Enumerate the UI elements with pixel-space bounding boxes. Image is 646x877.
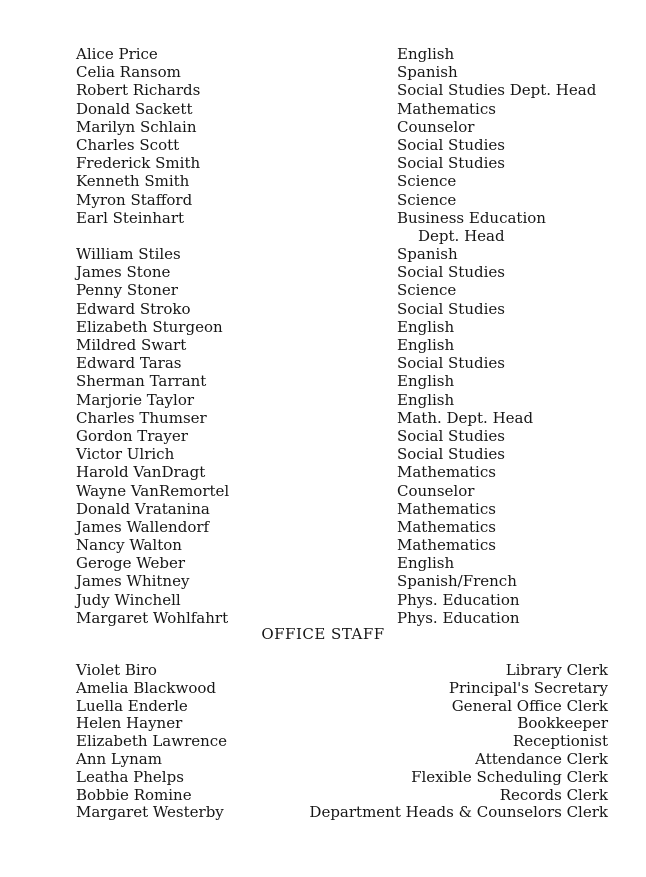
faculty-row bbox=[0, 482, 646, 500]
faculty-row bbox=[0, 463, 646, 481]
faculty-name: Charles Scott bbox=[76, 135, 180, 154]
office-staff-row bbox=[0, 787, 646, 805]
faculty-name: Celia Ransom bbox=[76, 63, 181, 82]
office-staff-row bbox=[0, 715, 646, 733]
faculty-name: Geroge Weber bbox=[76, 554, 186, 573]
faculty-subject: Social Studies Dept. Head bbox=[397, 81, 597, 100]
faculty-subject: Science bbox=[397, 172, 457, 191]
faculty-name: Sherman Tarrant bbox=[76, 372, 207, 391]
faculty-subject: Spanish/French bbox=[397, 572, 517, 591]
faculty-name: Donald Sackett bbox=[76, 99, 193, 118]
faculty-subject: English bbox=[397, 45, 455, 63]
office-staff-name: Amelia Blackwood bbox=[76, 678, 216, 697]
faculty-row bbox=[0, 445, 646, 463]
faculty-name: James Whitney bbox=[76, 572, 190, 591]
faculty-name: Marilyn Schlain bbox=[76, 117, 197, 136]
office-staff-row bbox=[0, 769, 646, 787]
faculty-subject: Phys. Education bbox=[397, 608, 520, 627]
faculty-subject: Social Studies bbox=[397, 426, 505, 445]
faculty-subject: Social Studies bbox=[397, 299, 505, 318]
faculty-subject: Counselor bbox=[397, 117, 475, 136]
office-staff-row bbox=[0, 804, 646, 822]
faculty-list bbox=[0, 45, 646, 627]
faculty-name: Gordon Trayer bbox=[76, 426, 188, 445]
office-staff-job: Bookkeeper bbox=[517, 714, 608, 733]
office-staff-name: Ann Lynam bbox=[76, 749, 162, 768]
office-staff-list bbox=[0, 662, 646, 822]
faculty-subject: English bbox=[397, 372, 455, 391]
office-staff-job: General Office Clerk bbox=[451, 696, 608, 715]
faculty-row bbox=[0, 300, 646, 318]
faculty-subject: English bbox=[397, 390, 455, 409]
faculty-row bbox=[0, 281, 646, 299]
office-staff-job: Principal's Secretary bbox=[448, 678, 608, 697]
faculty-name: Charles Thumser bbox=[76, 408, 207, 427]
faculty-row bbox=[0, 391, 646, 409]
faculty-row bbox=[0, 227, 646, 245]
faculty-name: Penny Stoner bbox=[76, 281, 178, 300]
faculty-subject: Social Studies bbox=[397, 354, 505, 373]
faculty-name: Nancy Walton bbox=[76, 536, 182, 555]
office-staff-heading: OFFICE STAFF bbox=[261, 625, 385, 643]
faculty-subject: Spanish bbox=[397, 245, 458, 264]
faculty-name: James Stone bbox=[76, 263, 171, 282]
office-staff-job: Receptionist bbox=[512, 732, 608, 751]
faculty-row bbox=[0, 136, 646, 154]
faculty-subject: Social Studies bbox=[397, 135, 505, 154]
faculty-subject: Social Studies bbox=[397, 263, 505, 282]
faculty-subject: Science bbox=[397, 281, 457, 300]
office-staff-name: Luella Enderle bbox=[76, 696, 188, 715]
faculty-name: Marjorie Taylor bbox=[76, 390, 195, 409]
faculty-name: William Stiles bbox=[76, 245, 181, 264]
faculty-name: Elizabeth Sturgeon bbox=[76, 317, 223, 336]
faculty-name: Kenneth Smith bbox=[76, 172, 190, 191]
faculty-name: Harold VanDragt bbox=[76, 463, 206, 482]
office-staff-name: Helen Hayner bbox=[76, 714, 183, 733]
faculty-row bbox=[0, 572, 646, 590]
faculty-subject: Mathematics bbox=[397, 99, 496, 118]
faculty-name: Earl Steinhart bbox=[76, 208, 185, 227]
faculty-row bbox=[0, 409, 646, 427]
faculty-row bbox=[0, 209, 646, 227]
faculty-row bbox=[0, 354, 646, 372]
faculty-subject: Mathematics bbox=[397, 517, 496, 536]
office-staff-job: Flexible Scheduling Clerk bbox=[411, 767, 608, 786]
faculty-row bbox=[0, 81, 646, 99]
faculty-subject: Business Education bbox=[397, 208, 546, 227]
faculty-row bbox=[0, 154, 646, 172]
faculty-name: Donald Vratanina bbox=[76, 499, 210, 518]
faculty-subject: Mathematics bbox=[397, 463, 496, 482]
faculty-name: Alice Price bbox=[76, 45, 158, 63]
faculty-row bbox=[0, 318, 646, 336]
office-staff-row bbox=[0, 680, 646, 698]
office-staff-row bbox=[0, 662, 646, 680]
faculty-row bbox=[0, 536, 646, 554]
office-staff-name: Margaret Westerby bbox=[76, 803, 224, 822]
faculty-subject: English bbox=[397, 554, 455, 573]
office-staff-name: Violet Biro bbox=[76, 661, 157, 679]
faculty-subject: Social Studies bbox=[397, 154, 505, 173]
faculty-name: Judy Winchell bbox=[76, 590, 181, 609]
faculty-name: Mildred Swart bbox=[76, 336, 187, 354]
faculty-row bbox=[0, 245, 646, 263]
faculty-row bbox=[0, 336, 646, 354]
office-staff-job: Records Clerk bbox=[499, 785, 608, 804]
office-staff-row bbox=[0, 733, 646, 751]
faculty-row bbox=[0, 118, 646, 136]
faculty-name: Edward Taras bbox=[76, 354, 182, 373]
faculty-subject: Mathematics bbox=[397, 499, 496, 518]
office-staff-name: Leatha Phelps bbox=[76, 767, 184, 786]
office-staff-row bbox=[0, 698, 646, 716]
faculty-subject: Counselor bbox=[397, 481, 475, 500]
faculty-row bbox=[0, 63, 646, 81]
faculty-row bbox=[0, 500, 646, 518]
office-staff-job: Department Heads & Counselors Clerk bbox=[309, 803, 608, 822]
faculty-name: Robert Richards bbox=[76, 81, 201, 100]
faculty-row bbox=[0, 372, 646, 390]
faculty-row bbox=[0, 45, 646, 63]
faculty-row bbox=[0, 100, 646, 118]
faculty-row bbox=[0, 591, 646, 609]
faculty-subject: Dept. Head bbox=[418, 226, 505, 245]
faculty-row bbox=[0, 427, 646, 445]
office-staff-row bbox=[0, 751, 646, 769]
office-staff-name: Elizabeth Lawrence bbox=[76, 732, 228, 751]
faculty-row bbox=[0, 172, 646, 190]
faculty-subject: Spanish bbox=[397, 63, 458, 82]
office-staff-job: Library Clerk bbox=[505, 661, 608, 679]
faculty-row bbox=[0, 191, 646, 209]
faculty-subject: Phys. Education bbox=[397, 590, 520, 609]
faculty-subject: Mathematics bbox=[397, 536, 496, 555]
faculty-subject: Science bbox=[397, 190, 457, 209]
faculty-name: Frederick Smith bbox=[76, 154, 201, 173]
faculty-row bbox=[0, 263, 646, 281]
faculty-subject: Social Studies bbox=[397, 445, 505, 464]
faculty-name: Margaret Wohlfahrt bbox=[76, 608, 229, 627]
faculty-subject: English bbox=[397, 336, 455, 354]
faculty-row bbox=[0, 554, 646, 572]
faculty-name: Myron Stafford bbox=[76, 190, 193, 209]
faculty-name: Wayne VanRemortel bbox=[76, 481, 230, 500]
faculty-subject: English bbox=[397, 317, 455, 336]
faculty-row bbox=[0, 518, 646, 536]
faculty-name: James Wallendorf bbox=[76, 517, 210, 536]
office-staff-job: Attendance Clerk bbox=[475, 749, 608, 768]
office-staff-name: Bobbie Romine bbox=[76, 785, 192, 804]
faculty-name: Edward Stroko bbox=[76, 299, 191, 318]
faculty-subject: Math. Dept. Head bbox=[397, 408, 534, 427]
faculty-name: Victor Ulrich bbox=[76, 445, 175, 464]
